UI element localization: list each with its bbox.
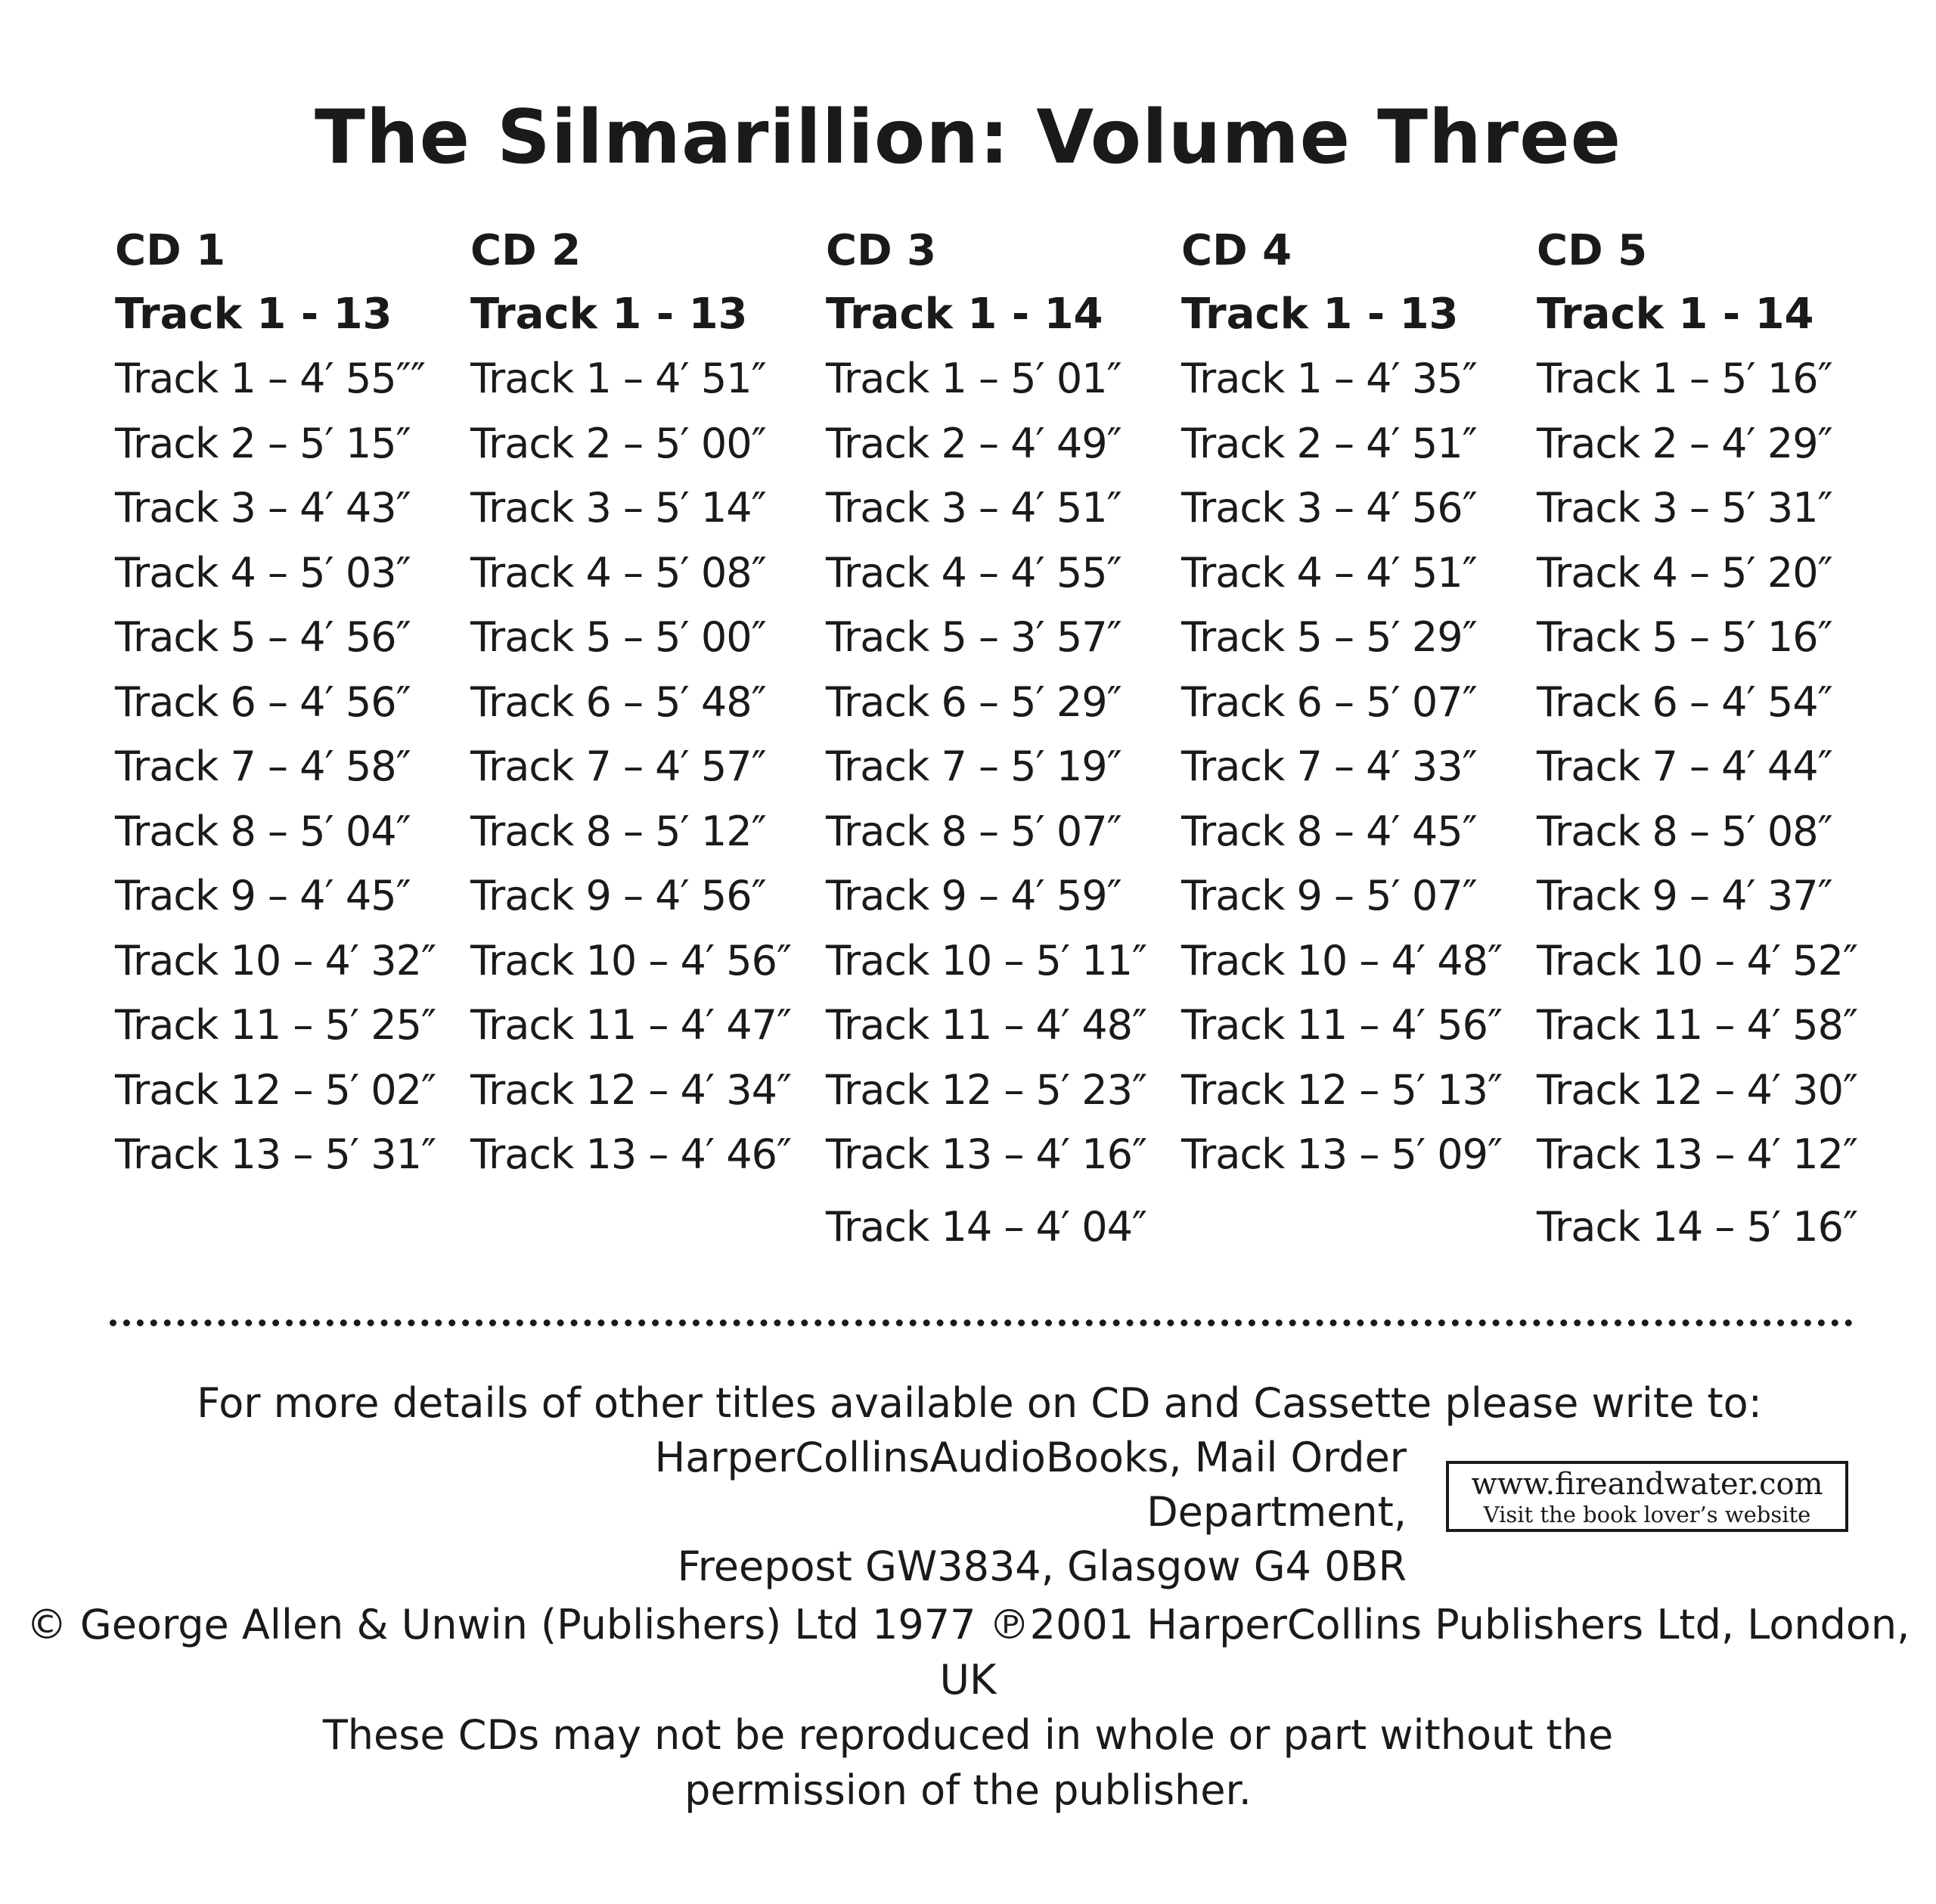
- cd-track-range: Track 1 - 13: [1181, 290, 1459, 339]
- track-item: Track 13 – 5′ 09″: [1181, 1130, 1503, 1178]
- copyright-line: © George Allen & Unwin (Publishers) Ltd 1977 ℗2001 HarperCollins Publishers Ltd, London, UK: [26, 1601, 1910, 1704]
- track-item: Track 11 – 4′ 48″: [826, 1001, 1147, 1049]
- cd-column: [115, 219, 455, 1187]
- track-item: Track 5 – 5′ 16″: [1537, 613, 1832, 661]
- track-item: Track 1 – 5′ 01″: [826, 355, 1122, 402]
- track-item: Track 7 – 4′ 33″: [1181, 743, 1477, 790]
- copyright-line: These CDs may not be reproduced in whole or part without the: [322, 1711, 1614, 1759]
- cd-track-range: Track 1 - 13: [115, 290, 392, 339]
- cd-heading: CD 4: [1181, 226, 1292, 275]
- track-item: Track 14 – 5′ 16″: [1537, 1202, 1858, 1251]
- track-item: Track 7 – 4′ 44″: [1537, 743, 1832, 790]
- track-item: Track 10 – 4′ 32″: [115, 936, 436, 985]
- track-item: Track 6 – 4′ 54″: [1537, 678, 1832, 726]
- track-item: Track 6 – 5′ 48″: [470, 678, 766, 726]
- website-tagline: Visit the book lover’s website: [1483, 1502, 1811, 1527]
- track-item: Track 6 – 4′ 56″: [115, 678, 411, 726]
- track-item: Track 10 – 4′ 52″: [1537, 936, 1858, 985]
- track-item: Track 11 – 5′ 25″: [115, 1001, 436, 1049]
- track-list: [115, 346, 455, 1187]
- cd-column: [470, 219, 811, 1187]
- cd-track-range: Track 1 - 13: [470, 290, 748, 339]
- address-line: Freepost GW3834, Glasgow G4 0BR: [677, 1543, 1407, 1590]
- track-item: Track 9 – 4′ 45″: [115, 872, 411, 919]
- track-item: Track 5 – 3′ 57″: [826, 613, 1122, 661]
- track-item: Track 12 – 5′ 23″: [826, 1065, 1147, 1114]
- track-item: Track 13 – 4′ 16″: [826, 1130, 1147, 1178]
- track-item: Track 13 – 5′ 31″: [115, 1130, 436, 1178]
- track-item: Track 12 – 4′ 34″: [470, 1065, 792, 1114]
- track-item: Track 9 – 4′ 37″: [1537, 872, 1832, 919]
- website-box: [1446, 1461, 1848, 1532]
- track-item: Track 2 – 5′ 15″: [115, 419, 411, 467]
- cd-heading: CD 2: [470, 226, 582, 275]
- track-item: Track 9 – 4′ 56″: [470, 872, 766, 919]
- track-item: Track 7 – 4′ 57″: [470, 743, 766, 790]
- track-item: Track 5 – 4′ 56″: [115, 613, 411, 661]
- cd-heading: CD 3: [826, 226, 937, 275]
- track-item: Track 10 – 4′ 48″: [1181, 936, 1503, 985]
- cd-heading: CD 5: [1537, 226, 1648, 275]
- track-item: Track 6 – 5′ 29″: [826, 678, 1122, 726]
- track-item: Track 1 – 4′ 35″: [1181, 355, 1477, 402]
- track-item: Track 4 – 4′ 55″: [826, 548, 1122, 597]
- address-line: HarperCollinsAudioBooks, Mail Order Department,: [654, 1434, 1407, 1536]
- cd-column: [1181, 219, 1522, 1187]
- track-item: Track 9 – 5′ 07″: [1181, 872, 1477, 919]
- track-item: Track 7 – 4′ 58″: [115, 743, 411, 790]
- track-list: [1537, 346, 1877, 1259]
- track-item: Track 3 – 4′ 56″: [1181, 484, 1477, 532]
- track-item: Track 12 – 5′ 13″: [1181, 1065, 1503, 1114]
- track-item: Track 8 – 4′ 45″: [1181, 807, 1477, 855]
- track-item: Track 4 – 5′ 20″: [1537, 548, 1832, 597]
- website-url: www.fireandwater.com: [1471, 1467, 1823, 1502]
- track-item: Track 14 – 4′ 04″: [826, 1202, 1147, 1251]
- track-item: Track 11 – 4′ 47″: [470, 1001, 792, 1049]
- track-item: Track 3 – 4′ 51″: [826, 484, 1122, 532]
- track-item: Track 6 – 5′ 07″: [1181, 678, 1477, 726]
- page-title: The Silmarillion: Volume Three: [314, 95, 1622, 181]
- track-item: Track 1 – 5′ 16″: [1537, 355, 1832, 402]
- track-item: Track 2 – 4′ 29″: [1537, 419, 1832, 467]
- order-info-intro: For more details of other titles available on CD and Cassette please write to:: [197, 1379, 1762, 1427]
- cd-heading: CD 1: [115, 226, 226, 275]
- track-item: Track 4 – 5′ 08″: [470, 548, 766, 597]
- track-list: [1181, 346, 1522, 1187]
- track-item: Track 4 – 5′ 03″: [115, 548, 411, 597]
- track-listing: [0, 219, 1936, 1263]
- track-item: Track 12 – 5′ 02″: [115, 1065, 436, 1114]
- track-item: Track 5 – 5′ 29″: [1181, 613, 1477, 661]
- track-item: Track 3 – 5′ 14″: [470, 484, 766, 532]
- track-item: Track 7 – 5′ 19″: [826, 743, 1122, 790]
- track-item: Track 11 – 4′ 56″: [1181, 1001, 1503, 1049]
- cd-column: [1537, 219, 1877, 1259]
- track-item: Track 2 – 4′ 51″: [1181, 419, 1477, 467]
- track-item: Track 12 – 4′ 30″: [1537, 1065, 1858, 1114]
- track-item: Track 10 – 4′ 56″: [470, 936, 792, 985]
- track-item: Track 4 – 4′ 51″: [1181, 548, 1477, 597]
- track-item: Track 13 – 4′ 12″: [1537, 1130, 1858, 1178]
- track-item: Track 10 – 5′ 11″: [826, 936, 1147, 985]
- track-item: Track 1 – 4′ 55″″: [115, 355, 425, 402]
- track-item: Track 8 – 5′ 04″: [115, 807, 411, 855]
- track-list: [470, 346, 811, 1187]
- track-item: Track 3 – 4′ 43″: [115, 484, 411, 532]
- track-item: Track 8 – 5′ 12″: [470, 807, 766, 855]
- track-item: Track 3 – 5′ 31″: [1537, 484, 1832, 532]
- track-list: [826, 346, 1166, 1259]
- track-item: Track 2 – 4′ 49″: [826, 419, 1122, 467]
- track-item: Track 9 – 4′ 59″: [826, 872, 1122, 919]
- cd-track-range: Track 1 - 14: [826, 290, 1103, 339]
- mail-order-address: [499, 1431, 1407, 1594]
- track-item: Track 13 – 4′ 46″: [470, 1130, 792, 1178]
- track-item: Track 8 – 5′ 07″: [826, 807, 1122, 855]
- track-item: Track 2 – 5′ 00″: [470, 419, 766, 467]
- cd-track-range: Track 1 - 14: [1537, 290, 1814, 339]
- track-item: Track 11 – 4′ 58″: [1537, 1001, 1858, 1049]
- track-item: Track 8 – 5′ 08″: [1537, 807, 1832, 855]
- copyright-line: permission of the publisher.: [684, 1766, 1252, 1814]
- track-item: Track 1 – 4′ 51″: [470, 355, 766, 402]
- dotted-divider: [110, 1319, 1853, 1326]
- cd-column: [826, 219, 1166, 1259]
- copyright-notice: [0, 1597, 1936, 1818]
- track-item: Track 5 – 5′ 00″: [470, 613, 766, 661]
